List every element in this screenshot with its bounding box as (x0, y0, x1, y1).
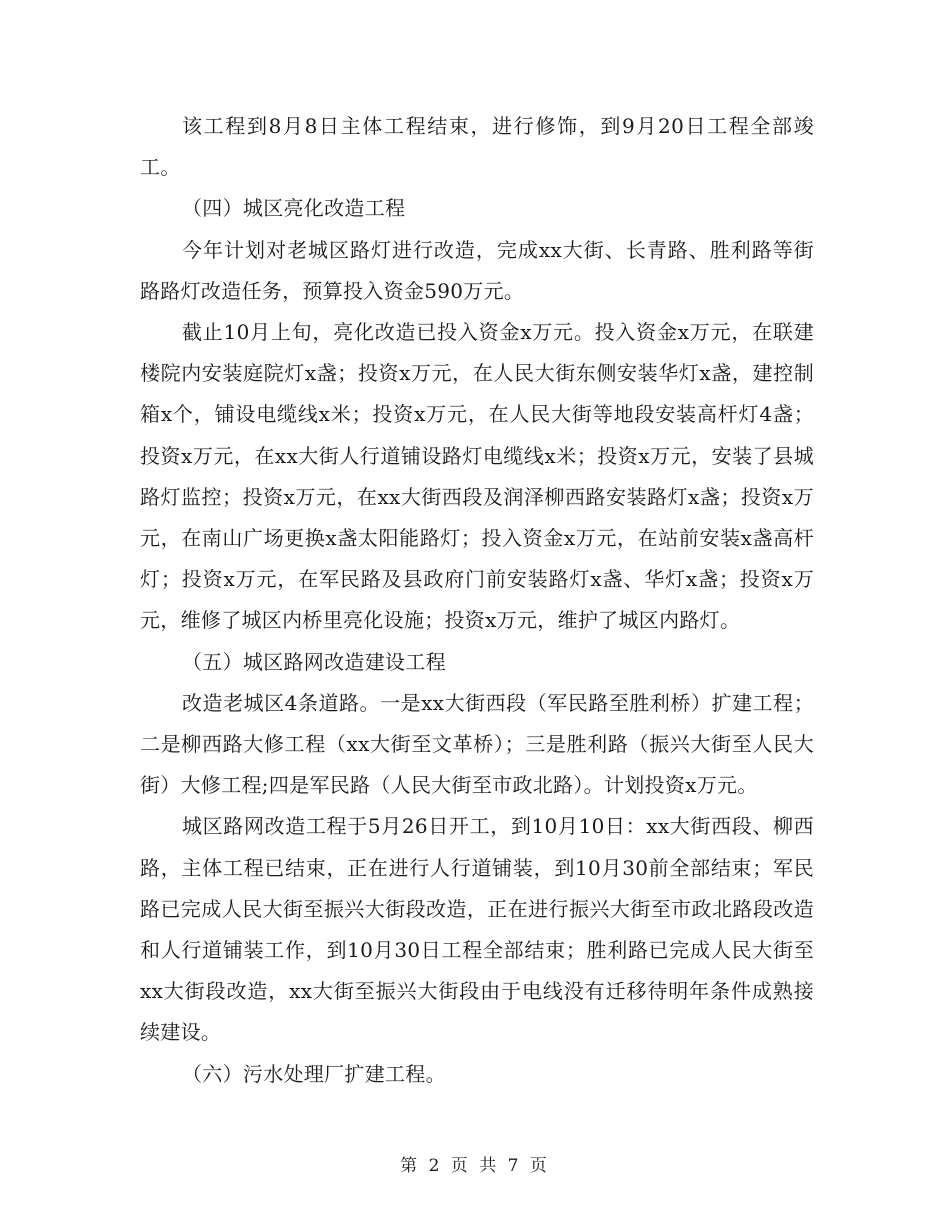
section-heading: （六）污水处理厂扩建工程。 (182, 1061, 446, 1086)
section-heading: （五）城区路网改造建设工程 (182, 649, 446, 674)
paragraph: 改造老城区4条道路。一是xx大街西段（军民路至胜利桥）扩建工程；二是柳西路大修工程（xx大街至文革桥）；三是胜利路（振兴大街至人民大街）大修工程;四是军民路（人民大街至市政北路）。计划投资x万元。 (140, 690, 814, 798)
section-heading: （四）城区亮化改造工程 (182, 196, 406, 221)
paragraph: 城区路网改造工程于5月26日开工，到10月10日：xx大街西段、柳西路，主体工程已结束，正在进行人行道铺装，到10月30前全部结束；军民路已完成人民大街至振兴大街段改造，正在进行振兴大街至市政北路段改造和人行道铺装工作，到10月30日工程全部结束；胜利路已完成人民大街至xx大街段改造，xx大街至振兴大街段由于电线没有迁移待明年条件成熟接续建设。 (140, 814, 814, 1045)
paragraph: 截止10月上旬，亮化改造已投入资金x万元。投入资金x万元，在联建楼院内安装庭院灯x盏；投资x万元，在人民大街东侧安装华灯x盏，建控制箱x个，铺设电缆线x米；投资x万元，在人民大街等地段安装高杆灯4盏；投资x万元，在xx大街人行道铺设路灯电缆线x米；投资x万元，安装了县城路灯监控；投资x万元，在xx大街西段及润泽柳西路安装路灯x盏；投资x万元，在南山广场更换x盏太阳能路灯；投入资金x万元，在站前安装x盏高杆灯；投资x万元，在军民路及县政府门前安装路灯x盏、华灯x盏；投资x万元，维修了城区内桥里亮化设施；投资x万元，维护了城区内路灯。 (140, 320, 814, 633)
paragraph: 今年计划对老城区路灯进行改造，完成xx大街、长青路、胜利路等街路路灯改造任务，预算投入资金590万元。 (140, 237, 814, 303)
document-body (140, 106, 814, 1095)
paragraph: 该工程到8月8日主体工程结束，进行修饰，到9月20日工程全部竣工。 (140, 114, 814, 180)
page-number-footer: 第 2 页 共 7 页 (400, 1156, 550, 1176)
